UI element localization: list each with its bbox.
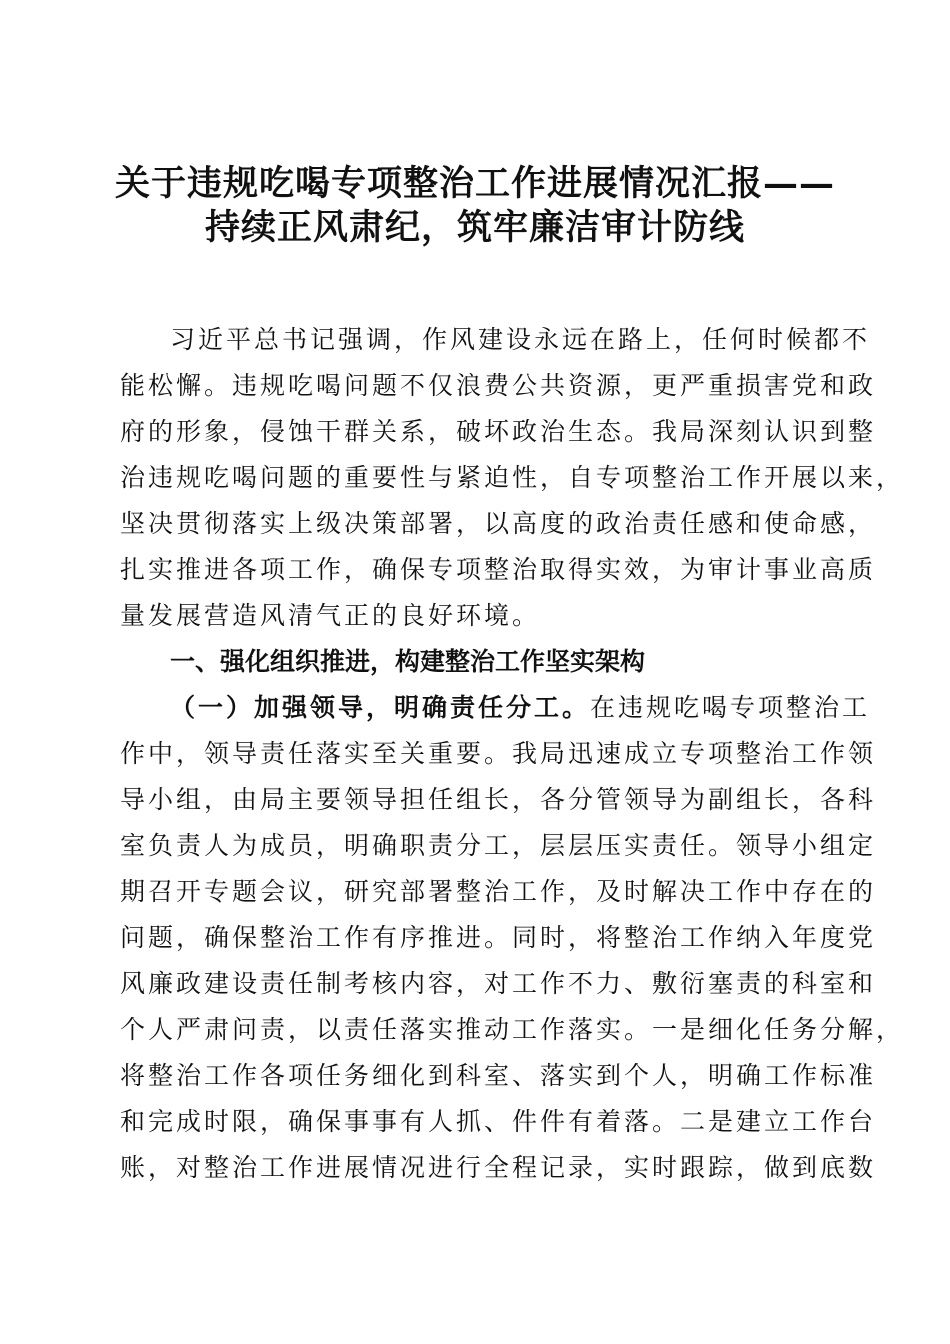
- body-paragraph-line: 账，对整治工作进展情况进行全程记录，实时跟踪，做到底数: [120, 1153, 877, 1182]
- intro-paragraph-line: 坚决贯彻落实上级决策部署，以高度的政治责任感和使命感，: [120, 509, 877, 538]
- intro-paragraph-line: 习近平总书记强调，作风建设永远在路上，任何时候都不: [170, 325, 871, 354]
- intro-paragraph-line: 府的形象，侵蚀干群关系，破坏政治生态。我局深刻认识到整: [120, 417, 877, 446]
- intro-paragraph-line: 治违规吃喝问题的重要性与紧迫性，自专项整治工作开展以来，: [120, 463, 905, 492]
- body-paragraph-line: 作中，领导责任落实至关重要。我局迅速成立专项整治工作领: [120, 739, 877, 768]
- section-heading: 一、强化组织推进，构建整治工作坚实架构: [170, 647, 646, 676]
- subsection-first-line-text: 在违规吃喝专项整治工: [590, 693, 871, 722]
- body-paragraph-line: 个人严肃问责，以责任落实推动工作落实。一是细化任务分解，: [120, 1015, 905, 1044]
- intro-paragraph-line: 扎实推进各项工作，确保专项整治取得实效，为审计事业高质: [120, 555, 877, 584]
- body-paragraph-line: 期召开专题会议，研究部署整治工作，及时解决工作中存在的: [120, 877, 877, 906]
- intro-paragraph-line: 能松懈。违规吃喝问题不仅浪费公共资源，更严重损害党和政: [120, 371, 877, 400]
- document-title-line-2: 持续正风肃纪，筑牢廉洁审计防线: [204, 207, 745, 248]
- body-paragraph-line: 导小组，由局主要领导担任组长，各分管领导为副组长，各科: [120, 785, 877, 814]
- document-title-line-1: 关于违规吃喝专项整治工作进展情况汇报——: [114, 163, 835, 204]
- subsection-label: （一）加强领导，明确责任分工。: [170, 693, 591, 722]
- subsection-first-line: [170, 685, 871, 731]
- body-paragraph-line: 问题，确保整治工作有序推进。同时，将整治工作纳入年度党: [120, 923, 877, 952]
- body-paragraph-line: 和完成时限，确保事事有人抓、件件有着落。二是建立工作台: [120, 1107, 877, 1136]
- intro-paragraph-line: 量发展营造风清气正的良好环境。: [120, 601, 541, 630]
- body-paragraph-line: 室负责人为成员，明确职责分工，层层压实责任。领导小组定: [120, 831, 877, 860]
- body-paragraph-line: 风廉政建设责任制考核内容，对工作不力、敷衍塞责的科室和: [120, 969, 877, 998]
- body-paragraph-line: 将整治工作各项任务细化到科室、落实到个人，明确工作标准: [120, 1061, 877, 1090]
